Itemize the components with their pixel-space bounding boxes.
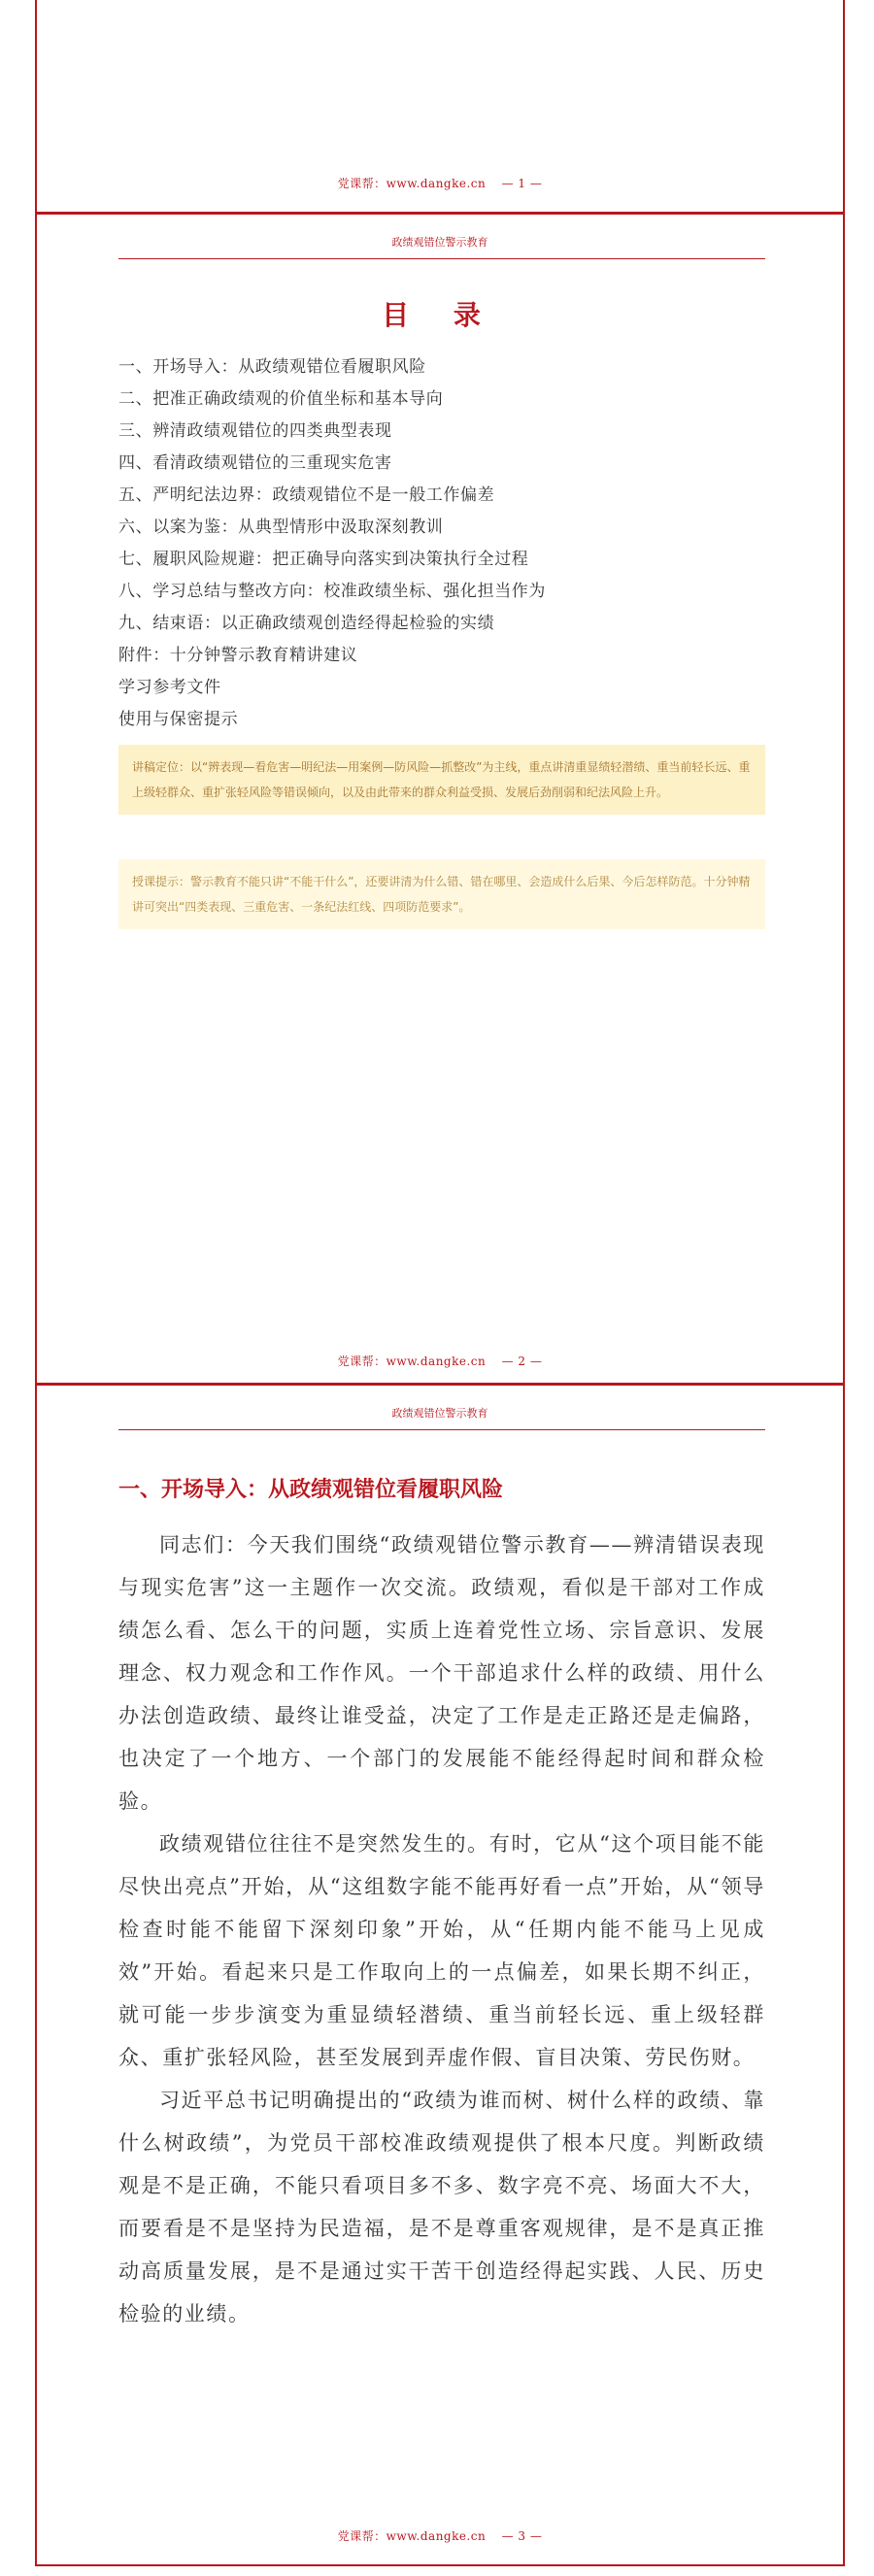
toc-title: 目 录 bbox=[382, 299, 498, 331]
footer-site-label: 党课帮：www.dangke.cn bbox=[337, 2529, 487, 2543]
body-paragraph: 习近平总书记明确提出的“政绩为谁而树、树什么样的政绩、靠什么树政绩”，为党员干部校准政绩观提供了根本尺度。判断政绩观是不是正确，不能只看项目多不多、数字亮不亮、场面大不大，而要看是不是坚持为民造福，是不是尊重客观规律，是不是真正推动高质量发展，是不是通过实干苦干创造经得起实践、人民、历史检验的业绩。 bbox=[118, 2089, 765, 2325]
header-rule bbox=[118, 1429, 765, 1430]
section-title: 一、开场导入：从政绩观错位看履职风险 bbox=[118, 1478, 504, 1502]
page-header: 政绩观错位警示教育 bbox=[391, 1407, 488, 1420]
body-paragraph: 同志们：今天我们围绕“政绩观错位警示教育——辨清错误表现与现实危害”这一主题作一次交流。政绩观，看似是干部对工作成绩怎么看、怎么干的问题，实质上连着党性立场、宗旨意识、发展理念、权力观念和工作作风。一个干部追求什么样的政绩、用什么办法创造政绩、最终让谁受益，决定了工作是走正路还是走偏路，也决定了一个地方、一个部门的发展能不能经得起时间和群众检验。 bbox=[118, 1533, 765, 1813]
teaching-tip-note: 授课提示：警示教育不能只讲“不能干什么”，还要讲清为什么错、错在哪里、会造成什么后果、今后怎样防范。十分钟精讲可突出“四类表现、三重危害、一条纪法红线、四项防范要求”。 bbox=[118, 859, 765, 929]
toc-item[interactable]: 四、看清政绩观错位的三重现实危害 bbox=[118, 453, 392, 473]
footer-page-number: — 3 — bbox=[501, 2529, 543, 2543]
page-header: 政绩观错位警示教育 bbox=[391, 236, 488, 249]
footer-site-label: 党课帮：www.dangke.cn bbox=[337, 177, 487, 190]
toc-item[interactable]: 一、开场导入：从政绩观错位看履职风险 bbox=[118, 357, 426, 377]
toc-item[interactable]: 五、严明纪法边界：政绩观错位不是一般工作偏差 bbox=[118, 485, 495, 505]
page-1 bbox=[35, 0, 845, 213]
toc-item[interactable]: 九、结束语：以正确政绩观创造经得起检验的实绩 bbox=[118, 614, 495, 633]
toc-item[interactable]: 二、把准正确政绩观的价值坐标和基本导向 bbox=[118, 389, 444, 409]
toc-item[interactable]: 使用与保密提示 bbox=[118, 710, 239, 729]
toc-item[interactable]: 三、辨清政绩观错位的四类典型表现 bbox=[118, 421, 392, 441]
toc-item[interactable]: 附件：十分钟警示教育精讲建议 bbox=[118, 646, 358, 665]
page-footer bbox=[37, 1353, 843, 1369]
page-2 bbox=[35, 215, 845, 1395]
page-bottom-border bbox=[35, 2564, 845, 2566]
toc-item[interactable]: 七、履职风险规避：把正确导向落实到决策执行全过程 bbox=[118, 550, 529, 569]
toc-item[interactable]: 六、以案为鉴：从典型情形中汲取深刻教训 bbox=[118, 518, 444, 537]
toc-item[interactable]: 八、学习总结与整改方向：校准政绩坐标、强化担当作为 bbox=[118, 582, 546, 601]
positioning-note: 讲稿定位：以“辨表现—看危害—明纪法—用案例—防风险—抓整改”为主线，重点讲清重显绩轻潜绩、重当前轻长远、重上级轻群众、重扩张轻风险等错误倾向，以及由此带来的群众利益受损、发展后劲削弱和纪法风险上升。 bbox=[118, 745, 765, 815]
toc-item[interactable]: 学习参考文件 bbox=[118, 678, 221, 697]
footer-page-number: — 2 — bbox=[501, 1355, 543, 1368]
page-footer bbox=[37, 175, 843, 191]
page-footer bbox=[37, 2527, 843, 2544]
toc-list bbox=[118, 351, 765, 736]
footer-page-number: — 1 — bbox=[501, 177, 543, 190]
section-body bbox=[118, 1523, 765, 2335]
header-rule bbox=[118, 258, 765, 259]
footer-site-label: 党课帮：www.dangke.cn bbox=[337, 1355, 487, 1368]
body-paragraph: 政绩观错位往往不是突然发生的。有时，它从“这个项目能不能尽快出亮点”开始，从“这组数字能不能再好看一点”开始，从“领导检查时能不能留下深刻印象”开始，从“任期内能不能马上见成效”开始。看起来只是工作取向上的一点偏差，如果长期不纠正，就可能一步步演变为重显绩轻潜绩、重当前轻长远、重上级轻群众、重扩张轻风险，甚至发展到弄虚作假、盲目决策、劳民伤财。 bbox=[118, 1832, 765, 2069]
page-3 bbox=[35, 1386, 845, 2564]
